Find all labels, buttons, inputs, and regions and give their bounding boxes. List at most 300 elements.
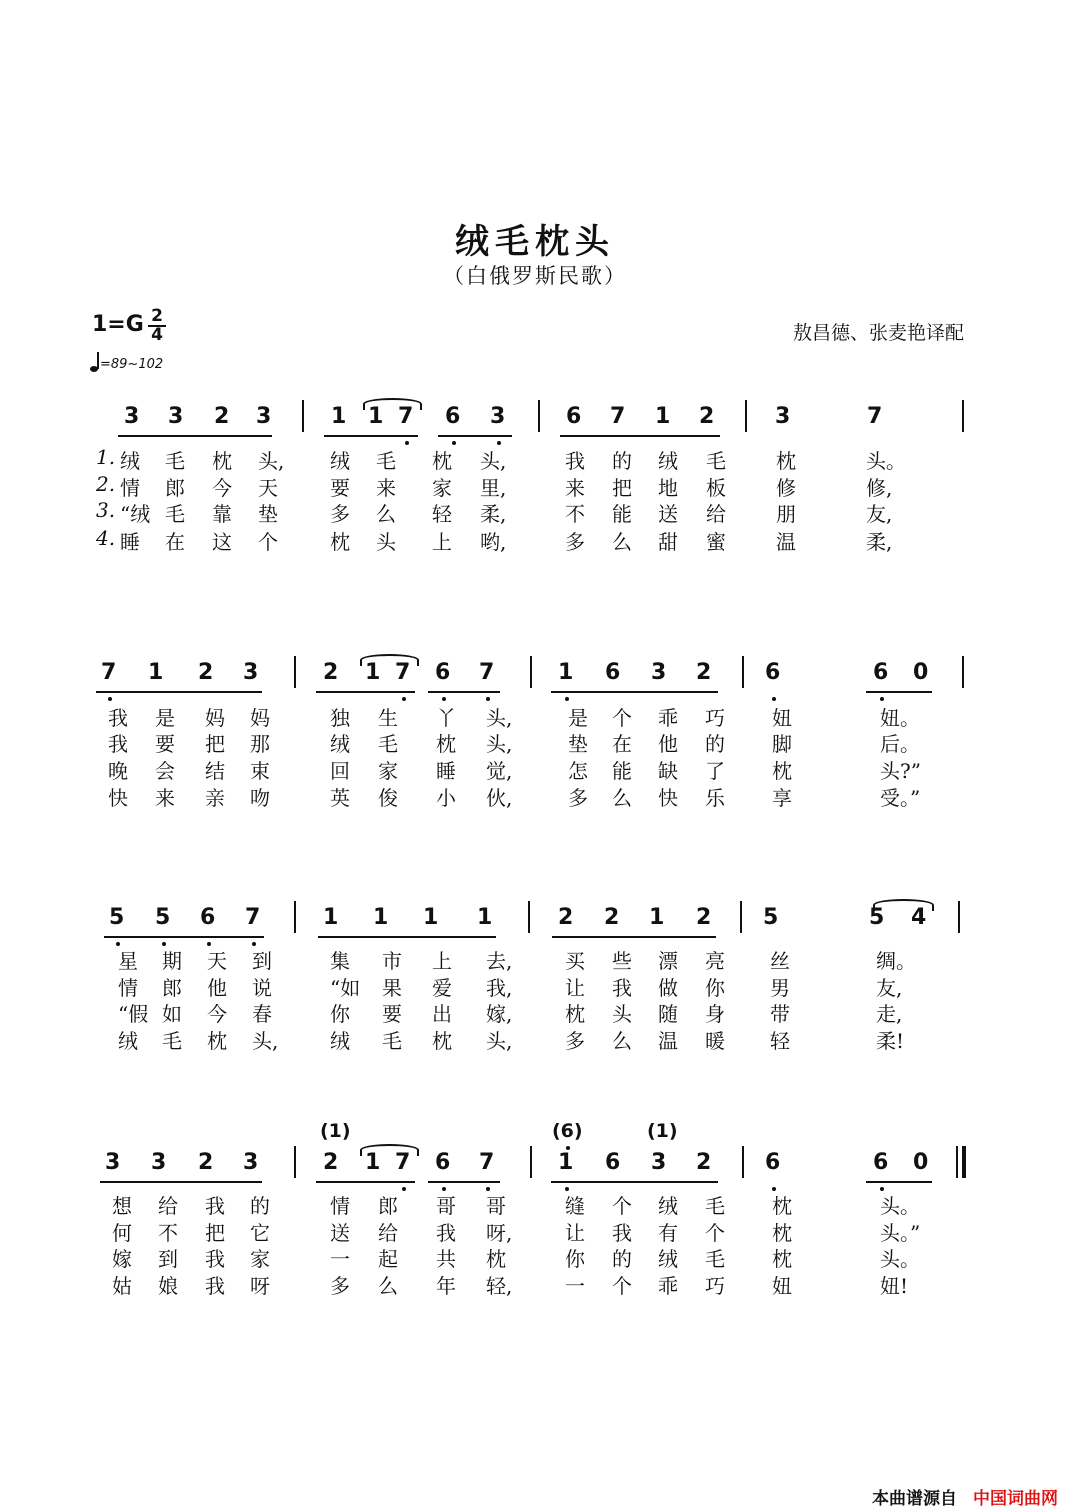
beam-underline [438, 435, 512, 437]
lyric-syllable: 毛 [705, 1194, 725, 1218]
lyric-syllable: 送 [330, 1221, 350, 1245]
time-signature [148, 308, 166, 344]
lyric-syllable: 绒 [118, 1029, 138, 1053]
lyric-syllable: 毛 [705, 1247, 725, 1271]
lyric-syllable: 的 [705, 732, 725, 756]
lyric-syllable: 多 [330, 502, 350, 526]
barline [962, 400, 964, 432]
lyric-syllable: 头。 [880, 1194, 920, 1218]
lyric-syllable: 甜 [658, 530, 678, 554]
lyric-syllable: 多 [330, 1274, 350, 1298]
lyric-syllable: 个 [612, 1194, 632, 1218]
lyric-syllable: 个 [705, 1221, 725, 1245]
jianpu-note: 6 [445, 404, 461, 429]
lyric-syllable: 嫁, [486, 1002, 513, 1026]
lyric-syllable: 么 [376, 502, 396, 526]
lyric-syllable: 情 [330, 1194, 350, 1218]
lyric-syllable: 你 [705, 976, 725, 1000]
jianpu-note: 5 [869, 905, 885, 930]
jianpu-note: 2 [696, 905, 712, 930]
lyric-syllable: “假 [118, 1002, 149, 1026]
lyric-syllable: 一 [330, 1247, 350, 1271]
lyric-syllable: 家 [432, 476, 452, 500]
jianpu-note: 3 [490, 404, 506, 429]
jianpu-note: 3 [651, 1150, 667, 1175]
lyric-syllable: 毛 [382, 1029, 402, 1053]
barline [745, 400, 747, 432]
lyric-syllable: 轻 [770, 1029, 790, 1053]
lyric-syllable: 柔! [876, 1029, 905, 1053]
lyric-syllable: 我 [108, 706, 128, 730]
lyric-syllable: 这 [212, 530, 232, 554]
lyric-syllable: 绒 [658, 1194, 678, 1218]
lyric-syllable: 买 [565, 949, 585, 973]
lyric-syllable: 修, [866, 476, 893, 500]
lyric-syllable: 头 [376, 530, 396, 554]
lyric-syllable: 天 [207, 949, 227, 973]
footer-brand: 中国词曲网 [973, 1489, 1058, 1509]
alternate-note: (1) [647, 1120, 678, 1142]
jianpu-note: 6 [605, 1150, 621, 1175]
lyric-syllable: 丫 [436, 706, 456, 730]
tempo-marking [90, 352, 163, 372]
lyric-syllable: 温 [658, 1029, 678, 1053]
footer-text: 本曲谱源自 [872, 1489, 957, 1509]
slur [360, 654, 419, 666]
barline [302, 400, 304, 432]
quarter-note-icon [90, 352, 100, 372]
lyric-syllable: 俊 [378, 786, 398, 810]
lyric-syllable: 绒 [330, 449, 350, 473]
lyric-syllable: 我, [486, 976, 513, 1000]
key-signature: 1=G [92, 312, 144, 337]
jianpu-note: 7 [395, 660, 411, 685]
lyric-syllable: 毛 [706, 449, 726, 473]
lyric-syllable: 绒 [120, 449, 140, 473]
lyric-syllable: 3. [96, 498, 116, 522]
barline [962, 656, 964, 688]
jianpu-note: 1 [365, 660, 381, 685]
jianpu-note: 6 [765, 660, 781, 685]
lyric-syllable: 起 [378, 1247, 398, 1271]
jianpu-note: 2 [696, 660, 712, 685]
lyric-syllable: 绸。 [876, 949, 916, 973]
lyric-syllable: 我 [612, 1221, 632, 1245]
jianpu-note: 6 [566, 404, 582, 429]
lyric-syllable: 毛 [162, 1029, 182, 1053]
lyric-syllable: 随 [658, 1002, 678, 1026]
lyric-syllable: 呀, [486, 1221, 513, 1245]
lyric-syllable: 多 [568, 786, 588, 810]
lyric-syllable: 让 [565, 976, 585, 1000]
lyric-syllable: 生 [378, 706, 398, 730]
lyric-syllable: 去, [486, 949, 513, 973]
lyric-syllable: 那 [250, 732, 270, 756]
lyric-syllable: 伙, [486, 786, 513, 810]
lyric-syllable: 板 [706, 476, 726, 500]
jianpu-note: 2 [198, 1150, 214, 1175]
jianpu-note: 1 [148, 660, 164, 685]
jianpu-note: 1 [373, 905, 389, 930]
jianpu-note: 0 [913, 1150, 929, 1175]
lyric-syllable: 的 [250, 1194, 270, 1218]
lyric-syllable: 靠 [212, 502, 232, 526]
lyric-syllable: 乐 [705, 786, 725, 810]
lyric-syllable: 漂 [658, 949, 678, 973]
lyric-syllable: 星 [118, 949, 138, 973]
lyric-syllable: 些 [612, 949, 632, 973]
lyric-syllable: 巧 [705, 1274, 725, 1298]
lyric-syllable: 要 [330, 476, 350, 500]
jianpu-note: 1 [558, 1150, 574, 1175]
lyric-syllable: 毛 [165, 449, 185, 473]
lyric-syllable: 柔, [866, 530, 893, 554]
jianpu-note: 7 [398, 404, 414, 429]
barline [528, 901, 530, 933]
lyric-syllable: 垫 [258, 502, 278, 526]
lyric-syllable: 郎 [162, 976, 182, 1000]
lyric-syllable: 让 [565, 1221, 585, 1245]
lyric-syllable: 要 [382, 1002, 402, 1026]
lyric-syllable: 他 [207, 976, 227, 1000]
tempo-text: =89~102 [100, 357, 164, 372]
lyric-syllable: 妞。 [880, 706, 920, 730]
lyric-syllable: 吻 [250, 786, 270, 810]
lyric-syllable: 市 [382, 949, 402, 973]
lyric-syllable: 集 [330, 949, 350, 973]
slur [360, 1144, 419, 1156]
jianpu-note: 3 [243, 1150, 259, 1175]
alternate-note: (6) [552, 1120, 583, 1142]
octave-dot [452, 441, 456, 445]
barline [530, 656, 532, 688]
lyric-syllable: 给 [378, 1221, 398, 1245]
octave-dot [486, 697, 490, 701]
lyric-syllable: 个 [258, 530, 278, 554]
jianpu-note: 7 [245, 905, 261, 930]
jianpu-note: 3 [256, 404, 272, 429]
lyric-syllable: 受。” [880, 786, 921, 810]
lyric-syllable: 送 [658, 502, 678, 526]
lyric-syllable: 妞 [772, 706, 792, 730]
lyric-syllable: 上 [432, 530, 452, 554]
lyric-syllable: 么 [612, 786, 632, 810]
lyric-syllable: 我 [565, 449, 585, 473]
jianpu-note: 2 [323, 660, 339, 685]
lyric-syllable: 哥 [486, 1194, 506, 1218]
lyric-syllable: 在 [165, 530, 185, 554]
jianpu-note: 6 [605, 660, 621, 685]
lyric-syllable: 如 [162, 1002, 182, 1026]
meter-top: 2 [148, 308, 166, 327]
lyric-syllable: 到 [252, 949, 272, 973]
lyric-syllable: 郎 [378, 1194, 398, 1218]
lyric-syllable: 天 [258, 476, 278, 500]
lyric-syllable: 2. [96, 472, 116, 496]
lyric-syllable: 友, [876, 976, 903, 1000]
barline [742, 1146, 744, 1178]
lyric-syllable: 的 [612, 1247, 632, 1271]
jianpu-note: 7 [867, 404, 883, 429]
lyric-syllable: 枕 [432, 449, 452, 473]
jianpu-note: 3 [105, 1150, 121, 1175]
lyric-syllable: 哥 [436, 1194, 456, 1218]
lyric-syllable: 地 [658, 476, 678, 500]
lyric-syllable: 乖 [658, 706, 678, 730]
beam-underline [100, 1181, 262, 1183]
barline [956, 1146, 958, 1178]
lyric-syllable: 在 [612, 732, 632, 756]
lyric-syllable: 觉, [486, 759, 513, 783]
jianpu-note: 3 [151, 1150, 167, 1175]
jianpu-note: 2 [323, 1150, 339, 1175]
beam-underline [551, 691, 718, 693]
lyric-syllable: 枕 [772, 759, 792, 783]
lyric-syllable: 我 [205, 1247, 225, 1271]
lyric-syllable: 快 [658, 786, 678, 810]
jianpu-note: 1 [649, 905, 665, 930]
lyric-syllable: 能 [612, 759, 632, 783]
jianpu-note: 0 [913, 660, 929, 685]
lyric-syllable: 枕 [207, 1029, 227, 1053]
beam-underline [324, 435, 418, 437]
lyric-syllable: 呀 [250, 1274, 270, 1298]
lyric-syllable: 快 [108, 786, 128, 810]
lyric-syllable: 头, [486, 706, 513, 730]
lyric-syllable: 想 [112, 1194, 132, 1218]
lyric-syllable: 妈 [250, 706, 270, 730]
jianpu-note: 1 [368, 404, 384, 429]
beam-underline [866, 1181, 932, 1183]
lyric-syllable: 我 [612, 976, 632, 1000]
lyric-syllable: 的 [612, 449, 632, 473]
lyric-syllable: 枕 [486, 1247, 506, 1271]
lyric-syllable: 柔, [480, 502, 507, 526]
lyric-syllable: 不 [158, 1221, 178, 1245]
jianpu-note: 1 [655, 404, 671, 429]
beam-underline [316, 1181, 415, 1183]
lyric-syllable: 枕 [212, 449, 232, 473]
lyric-syllable: 不 [565, 502, 585, 526]
octave-dot [566, 1146, 570, 1150]
lyric-syllable: 里, [480, 476, 507, 500]
page-title: 绒毛枕头 [455, 222, 615, 262]
lyric-syllable: 你 [330, 1002, 350, 1026]
lyric-syllable: 头。 [880, 1247, 920, 1271]
jianpu-note: 5 [763, 905, 779, 930]
jianpu-note: 6 [873, 1150, 889, 1175]
lyric-syllable: 枕 [432, 1029, 452, 1053]
lyric-syllable: 睡 [436, 759, 456, 783]
jianpu-note: 1 [331, 404, 347, 429]
jianpu-note: 1 [323, 905, 339, 930]
octave-dot [880, 697, 884, 701]
jianpu-note: 1 [365, 1150, 381, 1175]
lyric-syllable: 给 [706, 502, 726, 526]
lyric-syllable: 娘 [158, 1274, 178, 1298]
lyric-syllable: 来 [155, 786, 175, 810]
jianpu-note: 3 [243, 660, 259, 685]
barline [958, 901, 960, 933]
lyric-syllable: 友, [866, 502, 893, 526]
lyric-syllable: 后。 [880, 732, 920, 756]
lyric-syllable: 共 [436, 1247, 456, 1271]
lyric-syllable: 个 [612, 706, 632, 730]
lyric-syllable: 温 [776, 530, 796, 554]
jianpu-note: 2 [198, 660, 214, 685]
lyric-syllable: 给 [158, 1194, 178, 1218]
lyric-syllable: 毛 [165, 502, 185, 526]
lyric-syllable: 头?” [880, 759, 921, 783]
jianpu-note: 1 [423, 905, 439, 930]
lyric-syllable: 么 [612, 530, 632, 554]
lyric-syllable: 期 [162, 949, 182, 973]
octave-dot [405, 441, 409, 445]
jianpu-note: 2 [696, 1150, 712, 1175]
barline [530, 1146, 532, 1178]
lyric-syllable: 享 [772, 786, 792, 810]
jianpu-note: 7 [610, 404, 626, 429]
lyric-syllable: 蜜 [706, 530, 726, 554]
lyric-syllable: 毛 [378, 732, 398, 756]
jianpu-note: 7 [479, 660, 495, 685]
lyric-syllable: 枕 [772, 1221, 792, 1245]
lyric-syllable: 到 [158, 1247, 178, 1271]
lyric-syllable: 来 [565, 476, 585, 500]
lyric-syllable: 情 [118, 976, 138, 1000]
beam-underline [318, 936, 496, 938]
beam-underline [96, 691, 262, 693]
jianpu-note: 2 [558, 905, 574, 930]
lyric-syllable: 妞 [772, 1274, 792, 1298]
lyric-syllable: 独 [330, 706, 350, 730]
jianpu-note: 5 [155, 905, 171, 930]
lyric-syllable: 头 [612, 1002, 632, 1026]
lyric-syllable: 我 [205, 1274, 225, 1298]
beam-underline [428, 1181, 500, 1183]
lyric-syllable: 何 [112, 1221, 132, 1245]
lyric-syllable: 妈 [205, 706, 225, 730]
lyric-syllable: 了 [705, 759, 725, 783]
lyric-syllable: 有 [658, 1221, 678, 1245]
lyric-syllable: 轻, [486, 1274, 513, 1298]
lyric-syllable: 爱 [432, 976, 452, 1000]
lyric-syllable: 身 [705, 1002, 725, 1026]
lyric-syllable: 情 [120, 476, 140, 500]
lyric-syllable: 一 [565, 1274, 585, 1298]
jianpu-note: 4 [911, 905, 927, 930]
lyric-syllable: “绒 [120, 502, 151, 526]
lyric-syllable: 家 [250, 1247, 270, 1271]
lyric-syllable: 枕 [565, 1002, 585, 1026]
octave-dot [108, 697, 112, 701]
lyric-syllable: 丝 [770, 949, 790, 973]
lyric-syllable: 我 [205, 1194, 225, 1218]
beam-underline [316, 691, 415, 693]
lyric-syllable: 多 [565, 1029, 585, 1053]
lyric-syllable: 你 [565, 1247, 585, 1271]
lyric-syllable: 果 [382, 976, 402, 1000]
lyric-syllable: 么 [612, 1029, 632, 1053]
jianpu-note: 3 [775, 404, 791, 429]
lyric-syllable: 要 [155, 732, 175, 756]
jianpu-note: 3 [124, 404, 140, 429]
lyric-syllable: 哟, [480, 530, 507, 554]
lyric-syllable: 缝 [565, 1194, 585, 1218]
lyric-syllable: 我 [108, 732, 128, 756]
lyric-syllable: 巧 [705, 706, 725, 730]
lyric-syllable: 我 [436, 1221, 456, 1245]
jianpu-note: 7 [395, 1150, 411, 1175]
lyric-syllable: 把 [205, 732, 225, 756]
jianpu-note: 6 [200, 905, 216, 930]
beam-underline [118, 435, 272, 437]
lyric-syllable: 4. [96, 526, 116, 550]
octave-dot [402, 1187, 406, 1191]
subtitle: （白俄罗斯民歌） [443, 264, 627, 288]
lyric-syllable: 春 [252, 1002, 272, 1026]
octave-dot [402, 697, 406, 701]
beam-underline [560, 435, 720, 437]
octave-dot [442, 697, 446, 701]
lyric-syllable: 会 [155, 759, 175, 783]
octave-dot [565, 697, 569, 701]
lyric-syllable: 结 [205, 759, 225, 783]
lyric-syllable: 头, [480, 449, 507, 473]
lyric-syllable: 怎 [568, 759, 588, 783]
jianpu-note: 5 [109, 905, 125, 930]
lyric-syllable: 亮 [705, 949, 725, 973]
lyric-syllable: 走, [876, 1002, 903, 1026]
lyric-syllable: 枕 [330, 530, 350, 554]
jianpu-note: 6 [435, 660, 451, 685]
slur [873, 899, 934, 911]
beam-underline [551, 1181, 718, 1183]
lyric-syllable: 头, [258, 449, 285, 473]
jianpu-note: 6 [873, 660, 889, 685]
lyric-syllable: 今 [207, 1002, 227, 1026]
credit: 敖昌德、张麦艳译配 [792, 322, 964, 344]
lyric-syllable: 英 [330, 786, 350, 810]
lyric-syllable: 能 [612, 502, 632, 526]
lyric-syllable: 是 [155, 706, 175, 730]
jianpu-note: 6 [765, 1150, 781, 1175]
lyric-syllable: 说 [252, 976, 272, 1000]
slur [363, 398, 422, 410]
barline [294, 656, 296, 688]
lyric-syllable: 男 [770, 976, 790, 1000]
lyric-syllable: 毛 [376, 449, 396, 473]
octave-dot [772, 697, 776, 701]
jianpu-note: 2 [699, 404, 715, 429]
barline [294, 901, 296, 933]
barline [740, 901, 742, 933]
lyric-syllable: “如 [330, 976, 361, 1000]
lyric-syllable: 把 [205, 1221, 225, 1245]
lyric-syllable: 头, [486, 732, 513, 756]
jianpu-note: 2 [604, 905, 620, 930]
lyric-syllable: 垫 [568, 732, 588, 756]
alternate-note: (1) [320, 1120, 351, 1142]
lyric-syllable: 乖 [658, 1274, 678, 1298]
lyric-syllable: 做 [658, 976, 678, 1000]
lyric-syllable: 今 [212, 476, 232, 500]
lyric-syllable: 家 [378, 759, 398, 783]
jianpu-note: 3 [651, 660, 667, 685]
lyric-syllable: 妞! [880, 1274, 909, 1298]
lyric-syllable: 把 [612, 476, 632, 500]
barline [294, 1146, 296, 1178]
